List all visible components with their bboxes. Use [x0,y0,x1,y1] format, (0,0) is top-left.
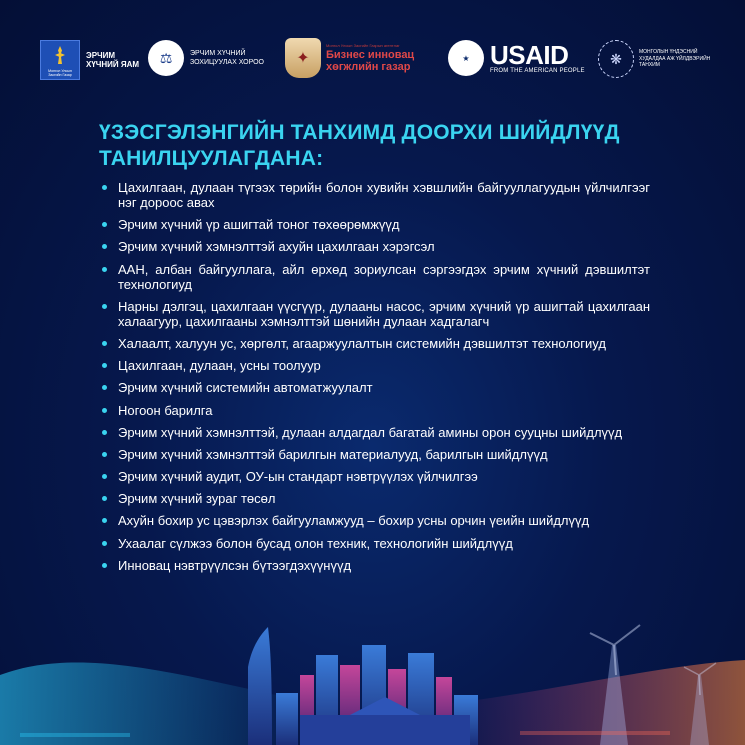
innovation-name-line2: хөгжлийн газар [326,61,411,73]
bullet-icon [102,222,107,227]
list-item [102,299,650,329]
innovation-name-line1: Бизнес инновац [326,49,415,61]
list-item-text: ААН, албан байгууллага, айл өрхөд зориулсан сэргээгдэх эрчим хүчний дэвшилтэт технологиуд [118,261,650,292]
list-item [102,558,650,573]
list-item-text: Эрчим хүчний системийн автоматжуулалт [118,380,373,396]
list-item [102,239,650,254]
list-item [102,217,650,232]
list-item-text: Эрчим хүчний хэмнэлттэй ахуйн цахилгаан хэрэгсэл [118,239,435,255]
energy-regulatory-commission-logo [148,40,264,76]
list-item [102,491,650,506]
list-item-text: Эрчим хүчний аудит, ОУ-ын стандарт нэвтрүүлэх үйлчилгээ [118,469,478,485]
ministry-name-line1: ЭРЧИМ [86,51,116,60]
bullet-icon [102,563,107,568]
list-item-text: Инновац нэвтрүүлсэн бүтээгдэхүүнүүд [118,557,352,573]
ministry-of-energy-logo [40,40,139,80]
usaid-seal-icon: ★ [448,40,484,76]
crest-icon: ✦ [285,38,321,78]
list-item [102,262,650,292]
innovation-agency-subtitle: Монгол Улсын Засгийн Газрын агентлаг [326,43,400,48]
ministry-name-line2: ХҮЧНИЙ ЯАМ [86,60,140,69]
list-item [102,180,650,210]
list-item-text: Цахилгаан, дулаан, усны тоолуур [118,358,321,374]
usaid-tagline: FROM THE AMERICAN PEOPLE [490,68,585,74]
list-item-text: Эрчим хүчний зураг төсөл [118,491,276,507]
bullet-icon [102,541,107,546]
bullet-icon [102,341,107,346]
page-title: ҮЗЭСГЭЛЭНГИЙН ТАНХИМД ДООРХИ ШИЙДЛҮҮД ТАНИЛЦУУЛАГДАНА: [99,121,620,170]
list-item [102,403,650,418]
chamber-name-line2: ХУДАЛДАА АЖ ҮЙЛДВЭРИЙН [639,55,711,62]
bullet-icon [102,363,107,368]
regulatory-name-line2: ЗОХИЦУУЛАХ ХОРОО [190,59,264,66]
list-item [102,536,650,551]
list-item-text: Нарны дэлгэц, цахилгаан үүсгүүр, дулааны насос, эрчим хүчний үр ашигтай цахилгаан халаагуур, цахилгааны хэмнэлттэй шөнийн дулаан хадгалагч [118,298,650,329]
usaid-wordmark: USAID [490,40,569,70]
list-item-text: Эрчим хүчний хэмнэлттэй, дулаан алдагдал багатай амины орон сууцны шийдлүүд [118,424,623,440]
emblem-caption: Монгол Улсын Засгийн Газар [48,69,72,77]
list-item-text: Эрчим хүчний үр ашигтай тоног төхөөрөмжүүд [118,217,400,233]
bullet-icon [102,518,107,523]
bullet-icon [102,185,107,190]
regulatory-name-line1: ЭРЧИМ ХҮЧНИЙ [190,50,246,57]
bullet-icon [102,304,107,309]
chamber-name-line1: МОНГОЛЫН ҮНДЭСНИЙ [639,49,698,56]
bullet-icon [102,452,107,457]
solutions-list [102,180,650,580]
logo-bar [0,0,745,120]
bullet-icon [102,430,107,435]
bullet-icon [102,496,107,501]
list-item [102,425,650,440]
list-item [102,380,650,395]
bullet-icon [102,244,107,249]
city-skyline-illustration [0,605,745,745]
list-item-text: Ухаалаг сүлжээ болон бусад олон техник, технологийн шийдлүүд [118,535,513,551]
list-item-text: Ногоон барилга [118,402,213,418]
list-item [102,469,650,484]
list-item [102,513,650,528]
list-item [102,358,650,373]
list-item-text: Цахилгаан, дулаан түгээх төрийн болон хувийн хэвшлийн байгууллагуудын үйлчилгээг нэг дороос авах [118,180,650,210]
scales-circle-icon: ⚖ [148,40,184,76]
bullet-icon [102,474,107,479]
list-item-text: Эрчим хүчний хэмнэлттэй барилгын материалууд, барилгын шийдлүүд [118,446,548,462]
list-item [102,447,650,462]
usaid-logo [448,40,585,76]
chamber-emblem-icon: ❋ [598,40,634,78]
list-item [102,336,650,351]
bullet-icon [102,408,107,413]
chamber-name-line3: ТАНХИМ [639,62,660,69]
chamber-of-commerce-logo [598,40,710,78]
list-item-text: Ахуйн бохир ус цэвэрлэх байгууламжууд – бохир усны орчин үеийн шийдлүүд [118,513,590,529]
business-innovation-agency-logo [285,38,414,78]
bullet-icon [102,267,107,272]
soyombo-emblem-icon [40,40,80,80]
list-item-text: Халаалт, халуун ус, хөргөлт, агааржуулалтын системийн дэвшилтэт технологиуд [118,335,606,351]
bullet-icon [102,385,107,390]
